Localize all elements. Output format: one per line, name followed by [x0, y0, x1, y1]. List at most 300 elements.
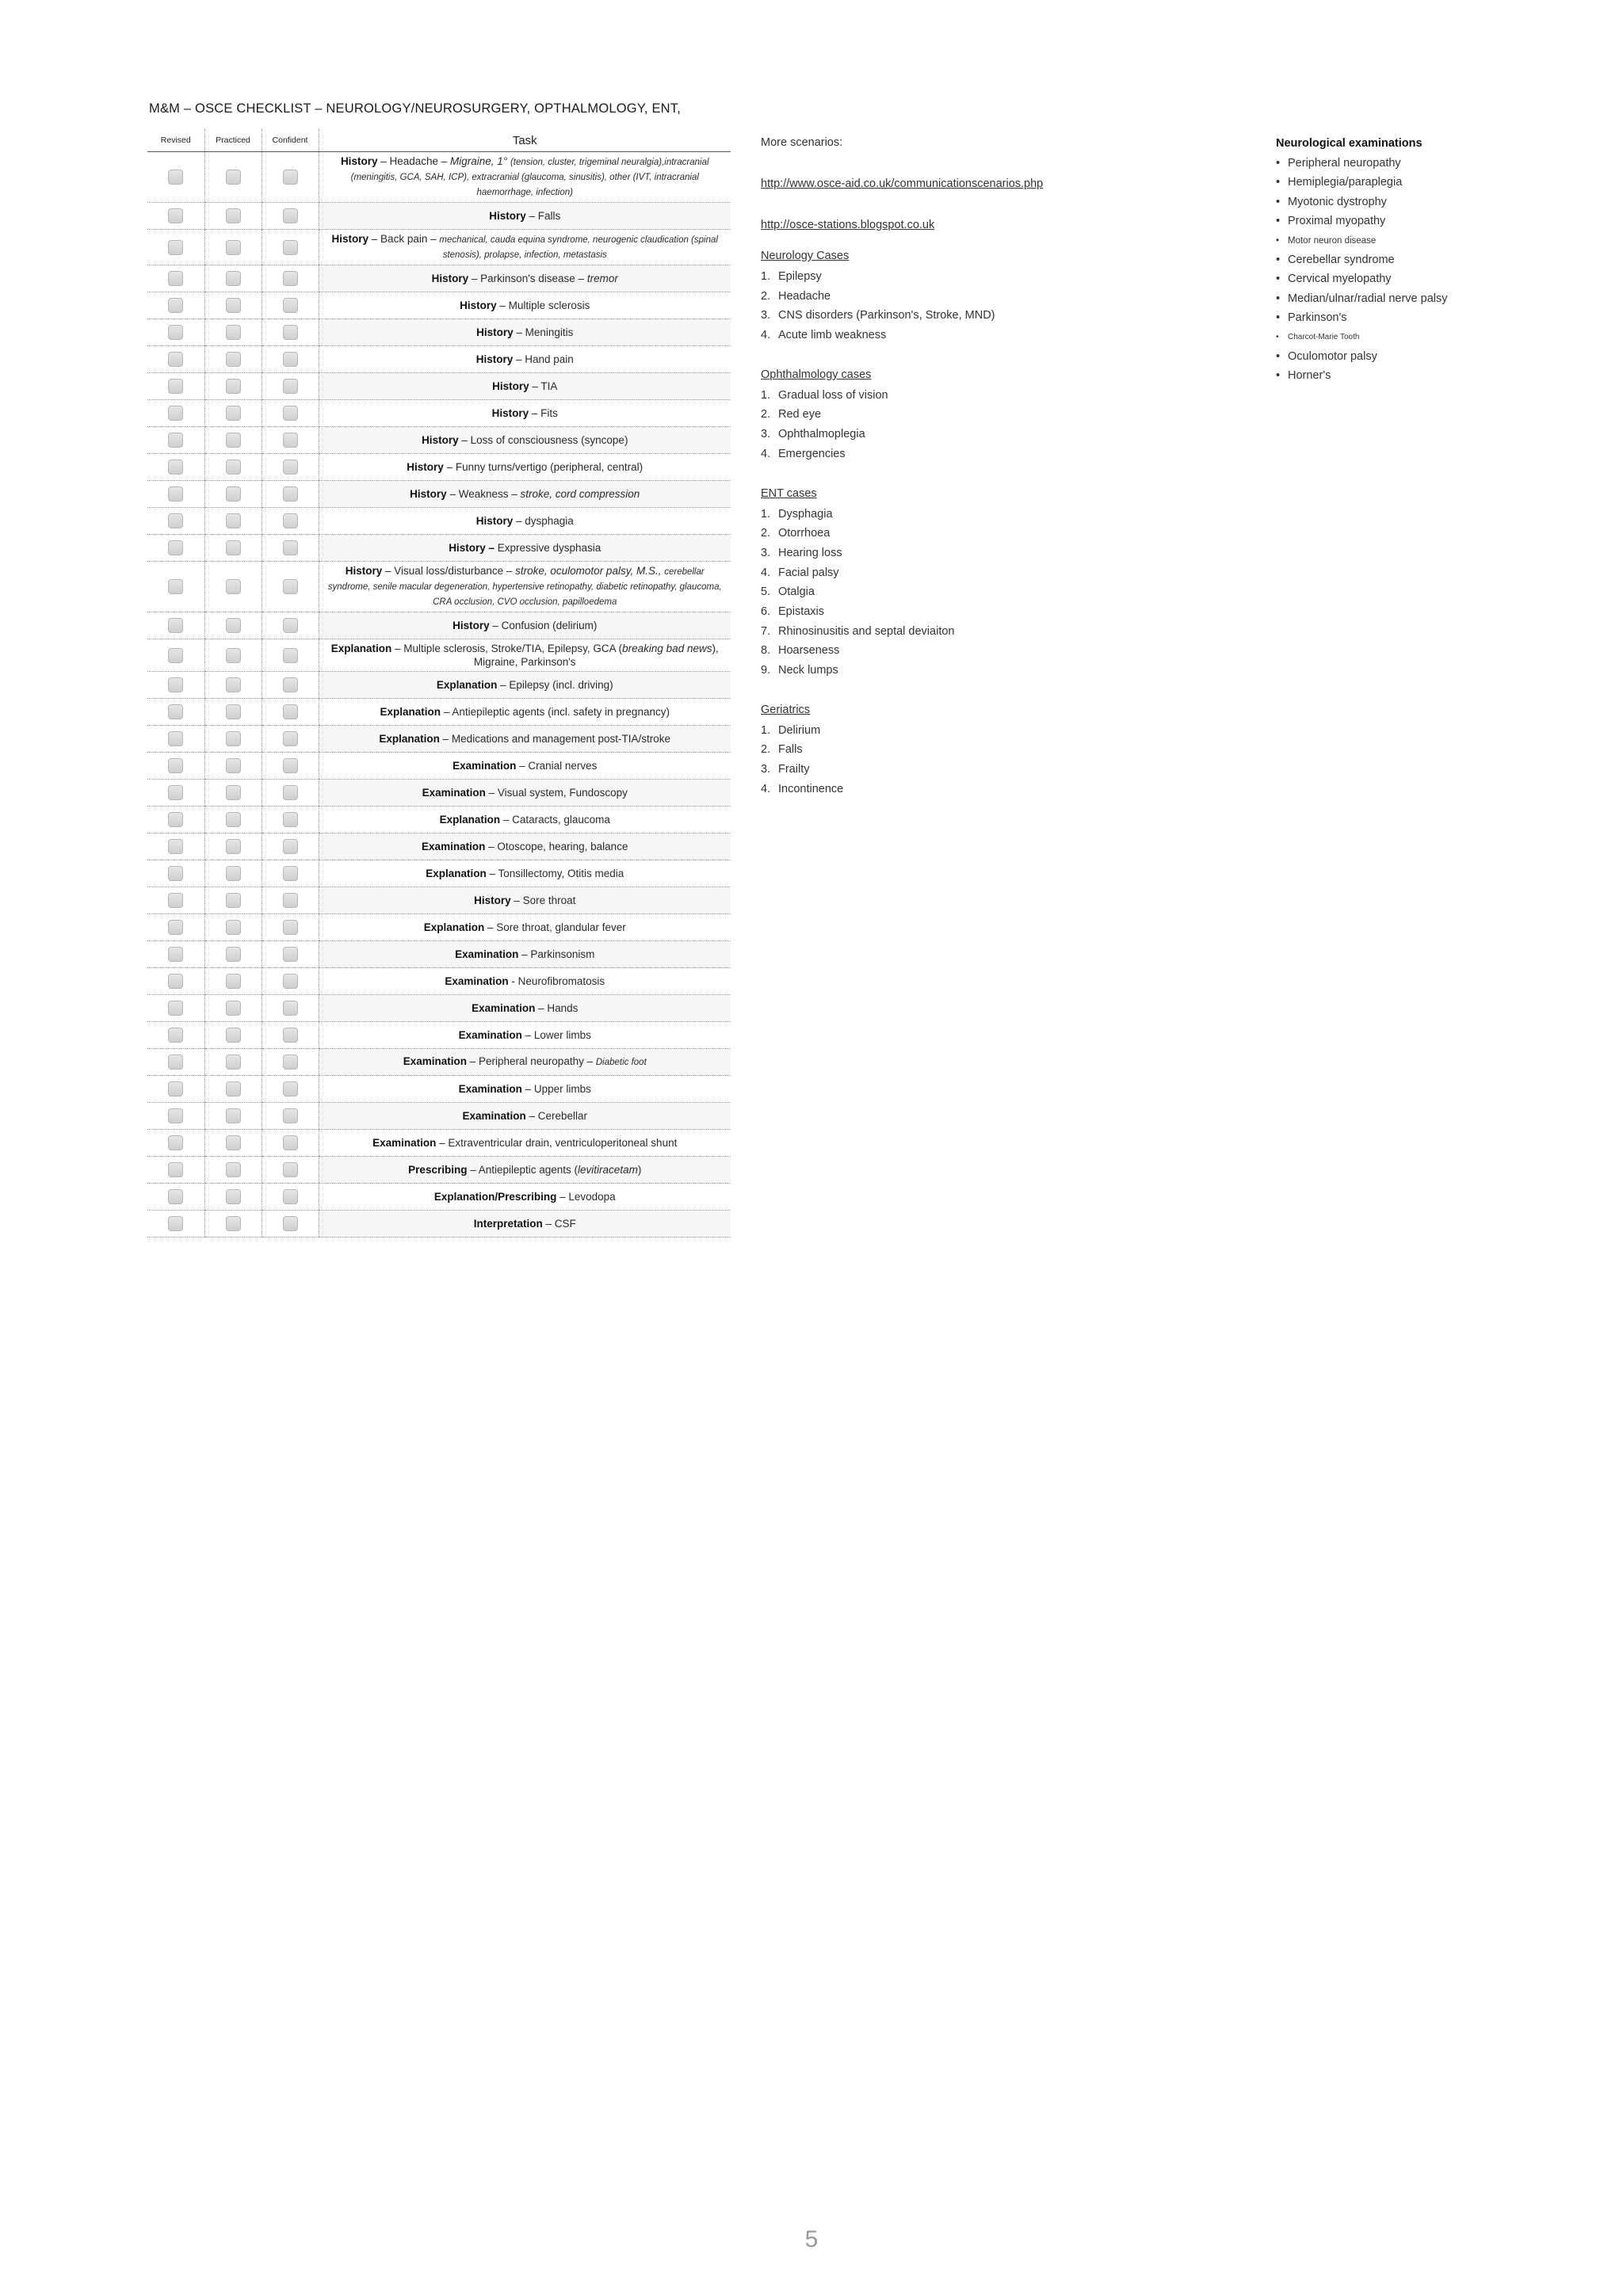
neuro-exam-item	[1276, 193, 1609, 212]
revised-checkbox[interactable]	[168, 406, 183, 421]
revised-checkbox[interactable]	[168, 618, 183, 633]
page-number: 5	[804, 2226, 819, 2252]
task-cell	[319, 995, 731, 1022]
practiced-cell	[204, 612, 262, 639]
table-row	[147, 1130, 731, 1157]
case-item	[761, 661, 1078, 681]
task-text: – Epilepsy (incl. driving)	[497, 679, 613, 691]
task-cell	[319, 639, 731, 672]
table-row	[147, 152, 731, 203]
scenario-link-osce-stations[interactable]: http://osce-stations.blogspot.co.uk	[761, 219, 935, 231]
bullet-icon: •	[1276, 350, 1281, 364]
practiced-checkbox[interactable]	[226, 1108, 241, 1123]
task-cell	[319, 1184, 731, 1211]
table-row	[147, 672, 731, 699]
case-item-label: Neck lumps	[778, 664, 838, 677]
confident-cell	[262, 699, 319, 726]
practiced-checkbox[interactable]	[226, 866, 241, 881]
practiced-checkbox[interactable]	[226, 893, 241, 908]
neuro-exam-label: Median/ulnar/radial nerve palsy	[1288, 292, 1448, 305]
case-list	[761, 505, 1078, 681]
table-row	[147, 230, 731, 265]
confident-checkbox[interactable]	[283, 758, 298, 773]
task-category: Explanation	[423, 921, 485, 933]
task-cell	[319, 1130, 731, 1157]
confident-cell	[262, 265, 319, 292]
practiced-checkbox[interactable]	[226, 208, 241, 223]
task-cell	[319, 346, 731, 373]
case-item-label: Falls	[778, 743, 803, 757]
confident-cell	[262, 1211, 319, 1238]
task-cell	[319, 887, 731, 914]
confident-checkbox[interactable]	[283, 352, 298, 367]
task-cell	[319, 400, 731, 427]
confident-cell	[262, 887, 319, 914]
revised-checkbox[interactable]	[168, 974, 183, 989]
task-cell	[319, 612, 731, 639]
case-item-label: Epistaxis	[778, 605, 825, 618]
practiced-checkbox[interactable]	[226, 677, 241, 692]
task-category: History	[410, 488, 447, 500]
revised-checkbox[interactable]	[168, 648, 183, 663]
practiced-cell	[204, 887, 262, 914]
table-row	[147, 1211, 731, 1238]
task-category: Examination	[422, 787, 486, 799]
revised-checkbox[interactable]	[168, 1135, 183, 1150]
revised-checkbox[interactable]	[168, 812, 183, 827]
task-cell	[319, 535, 731, 562]
task-cell	[319, 1211, 731, 1238]
task-category: History	[431, 273, 469, 284]
task-category: History	[476, 326, 514, 338]
practiced-checkbox[interactable]	[226, 170, 241, 185]
practiced-cell	[204, 833, 262, 860]
practiced-checkbox[interactable]	[226, 325, 241, 340]
header-revised: Revised	[147, 129, 204, 152]
revised-checkbox[interactable]	[168, 208, 183, 223]
revised-checkbox[interactable]	[168, 379, 183, 394]
task-category: History	[422, 434, 459, 446]
task-category: History	[474, 894, 511, 906]
practiced-checkbox[interactable]	[226, 947, 241, 962]
case-item	[761, 267, 1078, 287]
confident-checkbox[interactable]	[283, 974, 298, 989]
task-cell	[319, 230, 731, 265]
practiced-checkbox[interactable]	[226, 540, 241, 555]
table-row	[147, 292, 731, 319]
table-row	[147, 726, 731, 753]
case-item-label: Emergencies	[778, 447, 846, 460]
confident-checkbox[interactable]	[283, 1028, 298, 1043]
case-item-number: 1.	[761, 388, 771, 402]
revised-cell	[147, 346, 204, 373]
case-item-number: 1.	[761, 507, 771, 521]
confident-checkbox[interactable]	[283, 839, 298, 854]
table-row	[147, 508, 731, 535]
task-category: Examination	[472, 1002, 536, 1014]
case-item	[761, 602, 1078, 622]
confident-checkbox[interactable]	[283, 208, 298, 223]
task-text: – Cerebellar	[525, 1110, 588, 1122]
bullet-icon: •	[1276, 235, 1280, 246]
practiced-checkbox[interactable]	[226, 812, 241, 827]
task-cell	[319, 860, 731, 887]
revised-cell	[147, 562, 204, 612]
practiced-cell	[204, 319, 262, 346]
confident-cell	[262, 753, 319, 780]
revised-checkbox[interactable]	[168, 325, 183, 340]
practiced-cell	[204, 562, 262, 612]
task-emphasis: stroke, oculomotor palsy, M.S.,	[515, 565, 665, 577]
revised-cell	[147, 454, 204, 481]
revised-checkbox[interactable]	[168, 920, 183, 935]
case-item-number: 4.	[761, 566, 771, 579]
case-list	[761, 386, 1078, 464]
practiced-cell	[204, 699, 262, 726]
confident-cell	[262, 535, 319, 562]
scenario-link-osce-aid[interactable]: http://www.osce-aid.co.uk/communicationscenarios.php	[761, 177, 1044, 190]
task-text: Expressive dysphasia	[494, 542, 601, 554]
revised-cell	[147, 941, 204, 968]
revised-checkbox[interactable]	[168, 1162, 183, 1177]
practiced-checkbox[interactable]	[226, 704, 241, 719]
document-title: M&M – OSCE CHECKLIST – NEUROLOGY/NEUROSURGERY, OPTHALMOLOGY, ENT,	[149, 101, 682, 116]
confident-checkbox[interactable]	[283, 540, 298, 555]
confident-cell	[262, 914, 319, 941]
practiced-checkbox[interactable]	[226, 352, 241, 367]
case-item-label: Frailty	[778, 763, 810, 776]
header-task: Task	[319, 129, 731, 152]
practiced-cell	[204, 726, 262, 753]
revised-checkbox[interactable]	[168, 677, 183, 692]
table-row	[147, 454, 731, 481]
table-row	[147, 1157, 731, 1184]
case-item-number: 4.	[761, 329, 771, 342]
case-item-label: Otalgia	[778, 585, 815, 599]
table-row	[147, 346, 731, 373]
table-row	[147, 968, 731, 995]
confident-cell	[262, 346, 319, 373]
task-text: – Parkinson's disease –	[468, 273, 587, 284]
confident-cell	[262, 995, 319, 1022]
revised-checkbox[interactable]	[168, 1216, 183, 1231]
practiced-cell	[204, 1130, 262, 1157]
confident-checkbox[interactable]	[283, 866, 298, 881]
revised-checkbox[interactable]	[168, 486, 183, 502]
case-item-number: 5.	[761, 585, 771, 599]
revised-checkbox[interactable]	[168, 540, 183, 555]
task-text: – Hand pain	[513, 353, 574, 365]
practiced-cell	[204, 941, 262, 968]
practiced-checkbox[interactable]	[226, 1189, 241, 1204]
practiced-checkbox[interactable]	[226, 240, 241, 255]
case-item	[761, 721, 1078, 741]
revised-cell	[147, 373, 204, 400]
bullet-icon: •	[1276, 369, 1281, 383]
confident-cell	[262, 1103, 319, 1130]
confident-checkbox[interactable]	[283, 170, 298, 185]
revised-checkbox[interactable]	[168, 513, 183, 528]
task-category: Examination	[455, 948, 519, 960]
task-text: – Falls	[525, 210, 561, 222]
revised-cell	[147, 672, 204, 699]
revised-checkbox[interactable]	[168, 1108, 183, 1123]
practiced-cell	[204, 481, 262, 508]
practiced-checkbox[interactable]	[226, 1001, 241, 1016]
revised-cell	[147, 319, 204, 346]
table-row	[147, 612, 731, 639]
revised-checkbox[interactable]	[168, 1189, 183, 1204]
practiced-cell	[204, 535, 262, 562]
confident-checkbox[interactable]	[283, 731, 298, 746]
practiced-checkbox[interactable]	[226, 648, 241, 663]
revised-checkbox[interactable]	[168, 839, 183, 854]
bullet-icon: •	[1276, 332, 1279, 341]
confident-checkbox[interactable]	[283, 920, 298, 935]
confident-checkbox[interactable]	[283, 893, 298, 908]
confident-checkbox[interactable]	[283, 298, 298, 313]
practiced-checkbox[interactable]	[226, 1028, 241, 1043]
confident-checkbox[interactable]	[283, 486, 298, 502]
revised-checkbox[interactable]	[168, 271, 183, 286]
task-text: – Funny turns/vertigo (peripheral, central)	[443, 461, 643, 473]
revised-cell	[147, 860, 204, 887]
confident-checkbox[interactable]	[283, 1081, 298, 1097]
neuro-exam-item	[1276, 231, 1609, 250]
task-cell	[319, 1157, 731, 1184]
confident-checkbox[interactable]	[283, 406, 298, 421]
revised-checkbox[interactable]	[168, 866, 183, 881]
neuro-exam-item	[1276, 308, 1609, 327]
revised-checkbox[interactable]	[168, 352, 183, 367]
task-category: Explanation	[426, 868, 487, 879]
revised-checkbox[interactable]	[168, 947, 183, 962]
confident-checkbox[interactable]	[283, 812, 298, 827]
revised-checkbox[interactable]	[168, 1055, 183, 1070]
task-text: – Cranial nerves	[516, 760, 598, 772]
confident-cell	[262, 726, 319, 753]
case-item	[761, 563, 1078, 583]
revised-cell	[147, 780, 204, 807]
practiced-checkbox[interactable]	[226, 758, 241, 773]
task-cell	[319, 699, 731, 726]
task-text: – Sore throat	[510, 894, 576, 906]
case-item-label: CNS disorders (Parkinson's, Stroke, MND)	[778, 309, 995, 322]
practiced-checkbox[interactable]	[226, 839, 241, 854]
revised-cell	[147, 152, 204, 203]
revised-cell	[147, 400, 204, 427]
confident-checkbox[interactable]	[283, 240, 298, 255]
revised-checkbox[interactable]	[168, 460, 183, 475]
practiced-checkbox[interactable]	[226, 513, 241, 528]
practiced-checkbox[interactable]	[226, 1135, 241, 1150]
practiced-checkbox[interactable]	[226, 298, 241, 313]
confident-checkbox[interactable]	[283, 433, 298, 448]
revised-checkbox[interactable]	[168, 785, 183, 800]
confident-checkbox[interactable]	[283, 1135, 298, 1150]
confident-checkbox[interactable]	[283, 1055, 298, 1070]
task-category: History	[491, 407, 529, 419]
case-item-label: Hearing loss	[778, 546, 842, 559]
task-emphasis: stroke, cord compression	[520, 488, 640, 500]
confident-cell	[262, 373, 319, 400]
task-emphasis: Migraine, 1°	[450, 155, 510, 167]
confident-checkbox[interactable]	[283, 1001, 298, 1016]
confident-checkbox[interactable]	[283, 579, 298, 594]
task-text: – Visual system, Fundoscopy	[485, 787, 628, 799]
case-item-number: 4.	[761, 782, 771, 795]
confident-checkbox[interactable]	[283, 677, 298, 692]
task-category: Examination	[458, 1083, 522, 1095]
case-item	[761, 287, 1078, 307]
case-item	[761, 405, 1078, 425]
revised-checkbox[interactable]	[168, 893, 183, 908]
case-list	[761, 721, 1078, 799]
task-category: Explanation/Prescribing	[433, 1191, 557, 1203]
task-cell	[319, 292, 731, 319]
practiced-checkbox[interactable]	[226, 618, 241, 633]
case-item-label: Acute limb weakness	[778, 329, 887, 342]
task-text: – Loss of consciousness (syncope)	[458, 434, 628, 446]
revised-checkbox[interactable]	[168, 1001, 183, 1016]
practiced-checkbox[interactable]	[226, 1216, 241, 1231]
revised-checkbox[interactable]	[168, 758, 183, 773]
confident-checkbox[interactable]	[283, 460, 298, 475]
neuro-exam-item	[1276, 347, 1609, 366]
revised-cell	[147, 1022, 204, 1049]
practiced-checkbox[interactable]	[226, 785, 241, 800]
practiced-checkbox[interactable]	[226, 1081, 241, 1097]
bullet-icon: •	[1276, 157, 1281, 170]
practiced-checkbox[interactable]	[226, 579, 241, 594]
revised-checkbox[interactable]	[168, 704, 183, 719]
neuro-exam-label: Horner's	[1288, 369, 1331, 383]
confident-cell	[262, 1049, 319, 1076]
confident-cell	[262, 672, 319, 699]
task-cell	[319, 319, 731, 346]
task-category: History –	[449, 542, 495, 554]
task-text: – Extraventricular drain, ventriculoperitoneal shunt	[436, 1137, 678, 1149]
confident-cell	[262, 860, 319, 887]
confident-checkbox[interactable]	[283, 271, 298, 286]
case-item	[761, 780, 1078, 799]
practiced-checkbox[interactable]	[226, 920, 241, 935]
practiced-checkbox[interactable]	[226, 460, 241, 475]
bullet-icon: •	[1276, 273, 1281, 286]
practiced-checkbox[interactable]	[226, 433, 241, 448]
practiced-checkbox[interactable]	[226, 731, 241, 746]
practiced-checkbox[interactable]	[226, 379, 241, 394]
neuro-exam-label: Motor neuron disease	[1288, 235, 1377, 246]
practiced-checkbox[interactable]	[226, 1162, 241, 1177]
revised-checkbox[interactable]	[168, 579, 183, 594]
practiced-checkbox[interactable]	[226, 1055, 241, 1070]
case-item	[761, 740, 1078, 760]
revised-checkbox[interactable]	[168, 1081, 183, 1097]
revised-cell	[147, 968, 204, 995]
practiced-cell	[204, 1049, 262, 1076]
confident-checkbox[interactable]	[283, 325, 298, 340]
confident-cell	[262, 427, 319, 454]
confident-checkbox[interactable]	[283, 1216, 298, 1231]
confident-checkbox[interactable]	[283, 1162, 298, 1177]
practiced-checkbox[interactable]	[226, 486, 241, 502]
practiced-checkbox[interactable]	[226, 974, 241, 989]
case-item	[761, 444, 1078, 464]
neuro-exam-label: Cervical myelopathy	[1288, 273, 1392, 286]
revised-cell	[147, 1049, 204, 1076]
confident-checkbox[interactable]	[283, 379, 298, 394]
task-cell	[319, 672, 731, 699]
task-category: Explanation	[439, 814, 501, 826]
task-category: Examination	[453, 760, 517, 772]
neuro-exam-label: Hemiplegia/paraplegia	[1288, 176, 1403, 189]
confident-checkbox[interactable]	[283, 648, 298, 663]
confident-cell	[262, 454, 319, 481]
case-section-title: Neurology Cases	[761, 250, 850, 262]
revised-checkbox[interactable]	[168, 170, 183, 185]
practiced-cell	[204, 807, 262, 833]
case-item	[761, 505, 1078, 524]
revised-cell	[147, 1130, 204, 1157]
confident-checkbox[interactable]	[283, 785, 298, 800]
practiced-checkbox[interactable]	[226, 406, 241, 421]
task-text: – Meningitis	[513, 326, 574, 338]
confident-checkbox[interactable]	[283, 947, 298, 962]
practiced-cell	[204, 672, 262, 699]
task-emphasis: levitiracetam	[578, 1164, 638, 1176]
confident-cell	[262, 319, 319, 346]
case-item-number: 1.	[761, 270, 771, 283]
task-category: Explanation	[380, 706, 441, 718]
case-item-label: Headache	[778, 289, 831, 303]
task-cell	[319, 508, 731, 535]
revised-checkbox[interactable]	[168, 298, 183, 313]
neuro-exam-item	[1276, 173, 1609, 192]
confident-cell	[262, 508, 319, 535]
table-row	[147, 887, 731, 914]
task-cell	[319, 1103, 731, 1130]
confident-checkbox[interactable]	[283, 704, 298, 719]
confident-checkbox[interactable]	[283, 1189, 298, 1204]
revised-checkbox[interactable]	[168, 433, 183, 448]
case-item-label: Delirium	[778, 723, 821, 737]
practiced-cell	[204, 1211, 262, 1238]
revised-checkbox[interactable]	[168, 1028, 183, 1043]
practiced-checkbox[interactable]	[226, 271, 241, 286]
revised-cell	[147, 753, 204, 780]
confident-checkbox[interactable]	[283, 618, 298, 633]
confident-cell	[262, 1130, 319, 1157]
case-item-number: 7.	[761, 624, 771, 638]
task-cell	[319, 203, 731, 230]
neuro-exams-title: Neurological examinations	[1276, 137, 1423, 150]
task-text: – Weakness –	[446, 488, 521, 500]
case-item-number: 2.	[761, 527, 771, 540]
task-cell	[319, 726, 731, 753]
case-item-label: Epilepsy	[778, 270, 822, 283]
revised-checkbox[interactable]	[168, 240, 183, 255]
task-category: History	[475, 353, 514, 365]
revised-checkbox[interactable]	[168, 731, 183, 746]
task-text: – Lower limbs	[521, 1029, 591, 1041]
case-section-title: Geriatrics	[761, 703, 811, 716]
practiced-cell	[204, 1184, 262, 1211]
practiced-cell	[204, 1076, 262, 1103]
confident-checkbox[interactable]	[283, 513, 298, 528]
revised-cell	[147, 203, 204, 230]
confident-checkbox[interactable]	[283, 1108, 298, 1123]
